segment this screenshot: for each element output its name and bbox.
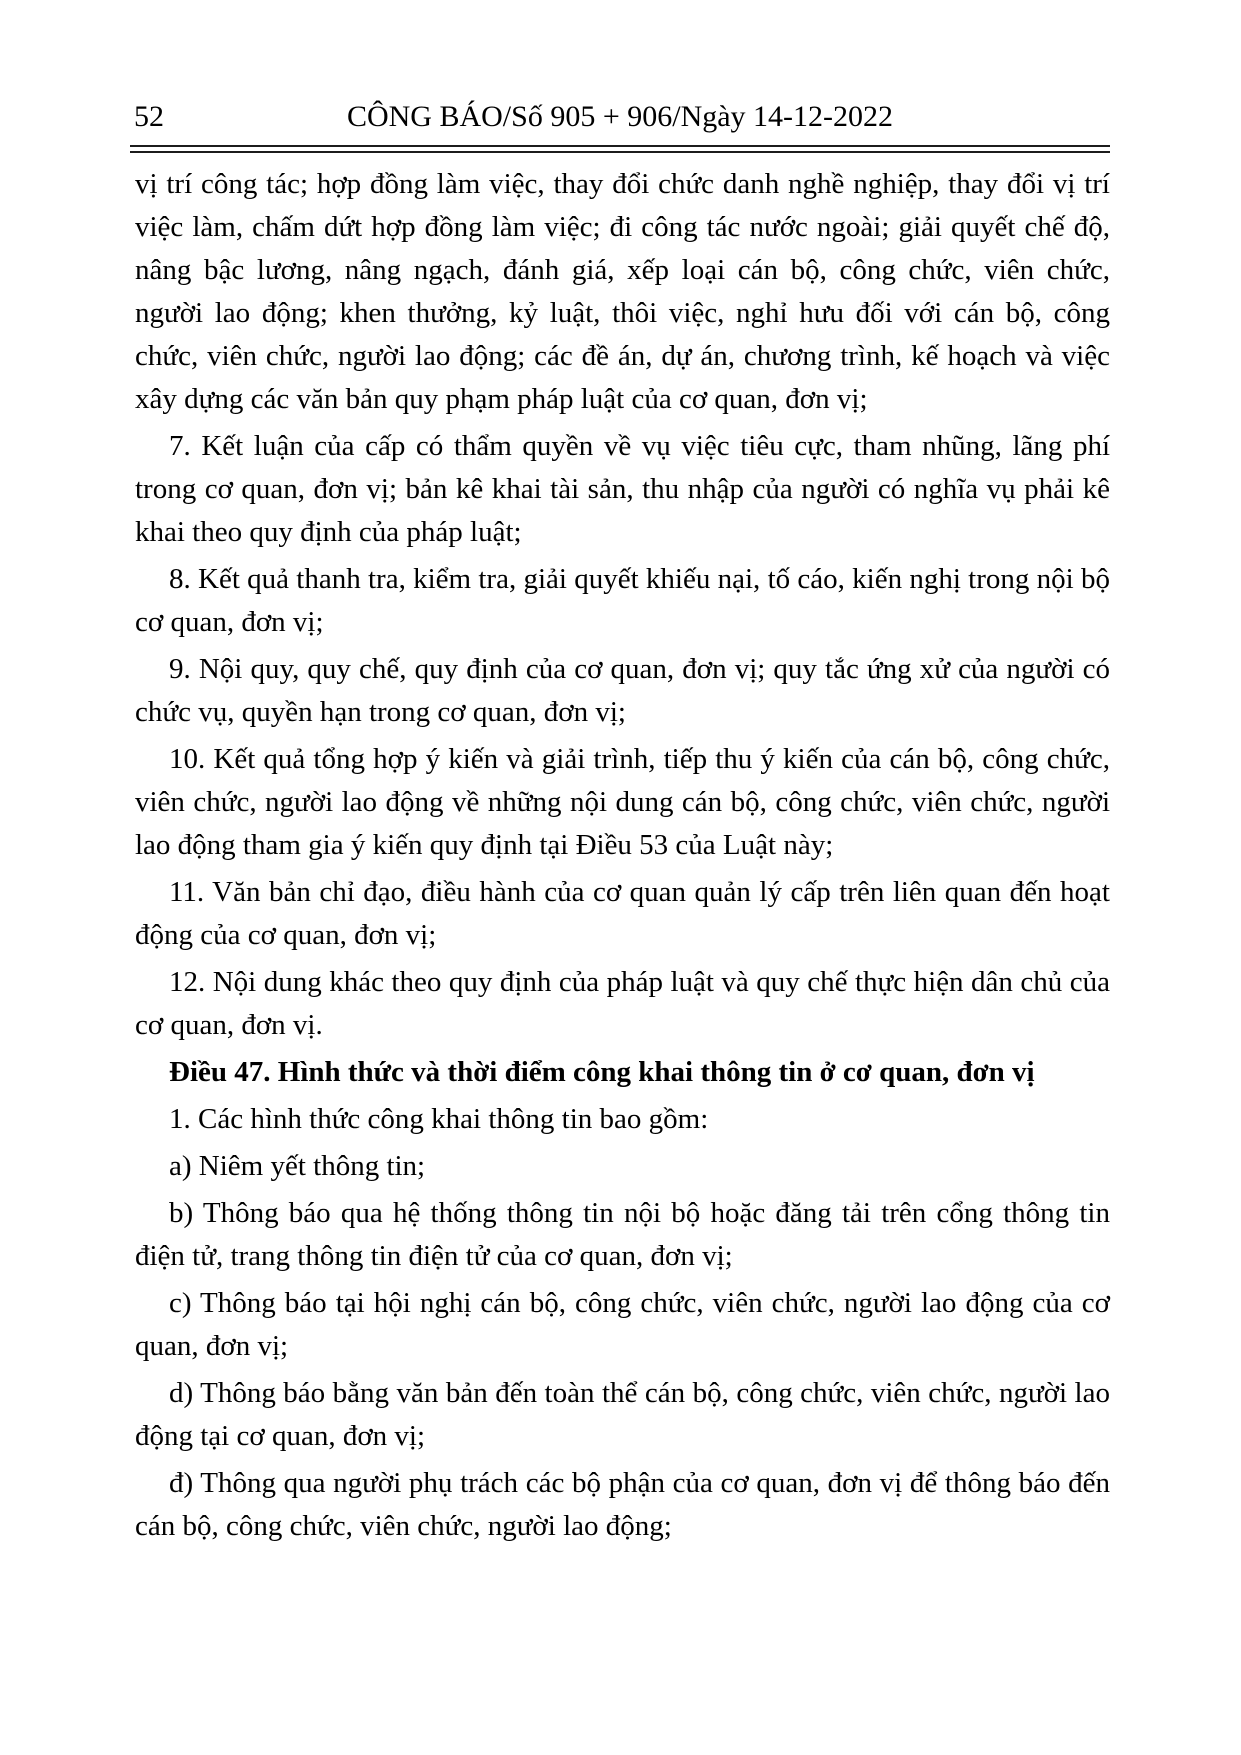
paragraph: 1. Các hình thức công khai thông tin bao gồm: — [169, 1103, 709, 1135]
page-header — [130, 100, 1110, 140]
paragraph: a) Niêm yết thông tin; — [169, 1150, 426, 1182]
paragraph: 12. Nội dung khác theo quy định của pháp luật và quy chế thực hiện dân chủ của cơ quan, đơn vị. — [135, 966, 1110, 1041]
paragraph: d) Thông báo bằng văn bản đến toàn thể cán bộ, công chức, viên chức, người lao động tại cơ quan, đơn vị; — [135, 1377, 1110, 1452]
page-number: 52 — [134, 100, 164, 133]
paragraph: 9. Nội quy, quy chế, quy định của cơ quan, đơn vị; quy tắc ứng xử của người có chức vụ, quyền hạn trong cơ quan, đơn vị; — [135, 653, 1110, 728]
paragraph: 11. Văn bản chỉ đạo, điều hành của cơ quan quản lý cấp trên liên quan đến hoạt động của cơ quan, đơn vị; — [135, 876, 1110, 951]
paragraph: 8. Kết quả thanh tra, kiểm tra, giải quyết khiếu nại, tố cáo, kiến nghị trong nội bộ cơ quan, đơn vị; — [135, 563, 1110, 638]
paragraph: c) Thông báo tại hội nghị cán bộ, công chức, viên chức, người lao động của cơ quan, đơn vị; — [135, 1287, 1110, 1362]
document-body — [135, 163, 1110, 1552]
paragraph: 7. Kết luận của cấp có thẩm quyền về vụ việc tiêu cực, tham nhũng, lãng phí trong cơ quan, đơn vị; bản kê khai tài sản, thu nhập của người có nghĩa vụ phải kê khai theo quy định của pháp luật; — [135, 430, 1110, 548]
article-heading: Điều 47. Hình thức và thời điểm công khai thông tin ở cơ quan, đơn vị — [169, 1056, 1035, 1088]
paragraph: b) Thông báo qua hệ thống thông tin nội bộ hoặc đăng tải trên cổng thông tin điện tử, trang thông tin điện tử của cơ quan, đơn vị; — [135, 1197, 1110, 1272]
paragraph: 10. Kết quả tổng hợp ý kiến và giải trình, tiếp thu ý kiến của cán bộ, công chức, viên chức, người lao động về những nội dung cán bộ, công chức, viên chức, người lao động tham gia ý kiến quy định tại Điều 53 của Luật này; — [135, 743, 1110, 861]
gazette-title: CÔNG BÁO/Số 905 + 906/Ngày 14-12-2022 — [346, 100, 894, 133]
header-double-rule — [130, 145, 1110, 153]
paragraph: đ) Thông qua người phụ trách các bộ phận của cơ quan, đơn vị để thông báo đến cán bộ, công chức, viên chức, người lao động; — [135, 1467, 1110, 1542]
paragraph: vị trí công tác; hợp đồng làm việc, thay đổi chức danh nghề nghiệp, thay đổi vị trí việc làm, chấm dứt hợp đồng làm việc; đi công tác nước ngoài; giải quyết chế độ, nâng bậc lương, nâng ngạch, đánh giá, xếp loại cán bộ, công chức, viên chức, người lao động; khen thưởng, kỷ luật, thôi việc, nghỉ hưu đối với cán bộ, công chức, viên chức, người lao động; các đề án, dự án, chương trình, kế hoạch và việc xây dựng các văn bản quy phạm pháp luật của cơ quan, đơn vị; — [135, 168, 1110, 415]
